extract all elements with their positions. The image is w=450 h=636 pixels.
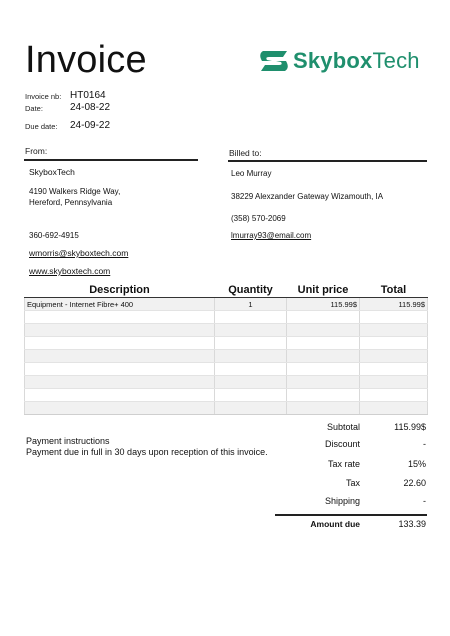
table-row: [25, 324, 428, 337]
cell-total: [360, 350, 428, 363]
cell-quantity: [215, 337, 287, 350]
date-label: Date:: [25, 104, 43, 113]
due-date-label: Due date:: [25, 122, 58, 131]
billed-name: Leo Murray: [231, 169, 272, 178]
from-email-link[interactable]: wmorris@skyboxtech.com: [29, 248, 129, 258]
shipping-label: Shipping: [324, 496, 360, 506]
items-table: [24, 282, 428, 415]
table-row: [25, 389, 428, 402]
from-divider: [24, 159, 198, 161]
cell-description: [25, 402, 215, 415]
cell-total: [360, 337, 428, 350]
cell-quantity: [215, 402, 287, 415]
cell-unit-price: [287, 337, 360, 350]
payment-text: Payment due in full in 30 days upon reception of this invoice.: [26, 447, 268, 457]
tax-label: Tax: [345, 478, 360, 488]
cell-total: [360, 311, 428, 324]
cell-description: [25, 350, 215, 363]
cell-unit-price: [287, 402, 360, 415]
header-description: Description: [25, 282, 215, 298]
header-quantity: Quantity: [215, 282, 287, 298]
billed-to-heading: Billed to:: [229, 148, 262, 158]
cell-total: [360, 324, 428, 337]
invoice-number: HT0164: [70, 90, 106, 101]
cell-description: [25, 389, 215, 402]
cell-description: [25, 311, 215, 324]
discount-value: -: [423, 439, 426, 449]
amount-due-value: 133.39: [398, 519, 426, 529]
cell-description: [25, 376, 215, 389]
billed-address: 38229 Alexzander Gateway Wizamouth, IA: [231, 192, 384, 201]
table-row: [25, 402, 428, 415]
cell-unit-price: [287, 324, 360, 337]
cell-total: [360, 389, 428, 402]
cell-total: [360, 376, 428, 389]
cell-description: [25, 324, 215, 337]
table-row: [25, 376, 428, 389]
table-row: [25, 311, 428, 324]
due-date: 24-09-22: [70, 120, 111, 131]
totals-divider: [275, 514, 427, 516]
subtotal-value: 115.99$: [394, 422, 426, 432]
cell-quantity: [215, 389, 287, 402]
tax-value: 22.60: [403, 478, 426, 488]
cell-quantity: [215, 376, 287, 389]
page-title: Invoice: [25, 39, 147, 81]
cell-quantity: [215, 350, 287, 363]
from-phone: 360-692-4915: [29, 231, 79, 240]
table-row: [25, 350, 428, 363]
header-unit-price: Unit price: [287, 282, 360, 298]
skybox-logo-icon: [259, 48, 289, 74]
discount-label: Discount: [324, 439, 360, 449]
cell-quantity: [215, 363, 287, 376]
cell-description: Equipment - Internet Fibre+ 400: [25, 298, 215, 311]
cell-total: 115.99$: [360, 298, 428, 311]
table-header-row: [25, 282, 428, 298]
cell-quantity: 1: [215, 298, 287, 311]
table-row: [25, 337, 428, 350]
billed-email-link[interactable]: lmurray93@email.com: [231, 231, 312, 240]
invoice-date: 24-08-22: [70, 102, 111, 113]
cell-unit-price: [287, 363, 360, 376]
cell-total: [360, 402, 428, 415]
table-row: [25, 298, 428, 311]
from-website-link[interactable]: www.skyboxtech.com: [29, 266, 111, 276]
cell-unit-price: 115.99$: [287, 298, 360, 311]
cell-unit-price: [287, 376, 360, 389]
amount-due-label: Amount due: [310, 519, 360, 529]
cell-unit-price: [287, 389, 360, 402]
header-total: Total: [360, 282, 428, 298]
from-name: SkyboxTech: [29, 167, 75, 177]
invoice-number-label: Invoice nb:: [25, 92, 62, 101]
table-row: [25, 363, 428, 376]
from-address-line1: 4190 Walkers Ridge Way,: [29, 187, 121, 196]
tax-rate-value: 15%: [407, 459, 426, 469]
cell-unit-price: [287, 311, 360, 324]
cell-total: [360, 363, 428, 376]
cell-quantity: [215, 324, 287, 337]
subtotal-label: Subtotal: [326, 422, 360, 432]
payment-heading: Payment instructions: [26, 436, 110, 446]
logo-wordmark: SkyboxTech: [293, 48, 420, 73]
cell-description: [25, 363, 215, 376]
shipping-value: -: [423, 496, 426, 506]
cell-unit-price: [287, 350, 360, 363]
company-logo: [259, 47, 434, 77]
from-address-line2: Hereford, Pennsylvania: [29, 198, 113, 207]
billed-phone: (358) 570-2069: [231, 214, 286, 223]
from-heading: From:: [25, 146, 48, 156]
cell-quantity: [215, 311, 287, 324]
billed-divider: [228, 160, 427, 162]
cell-description: [25, 337, 215, 350]
tax-rate-label: Tax rate: [327, 459, 360, 469]
